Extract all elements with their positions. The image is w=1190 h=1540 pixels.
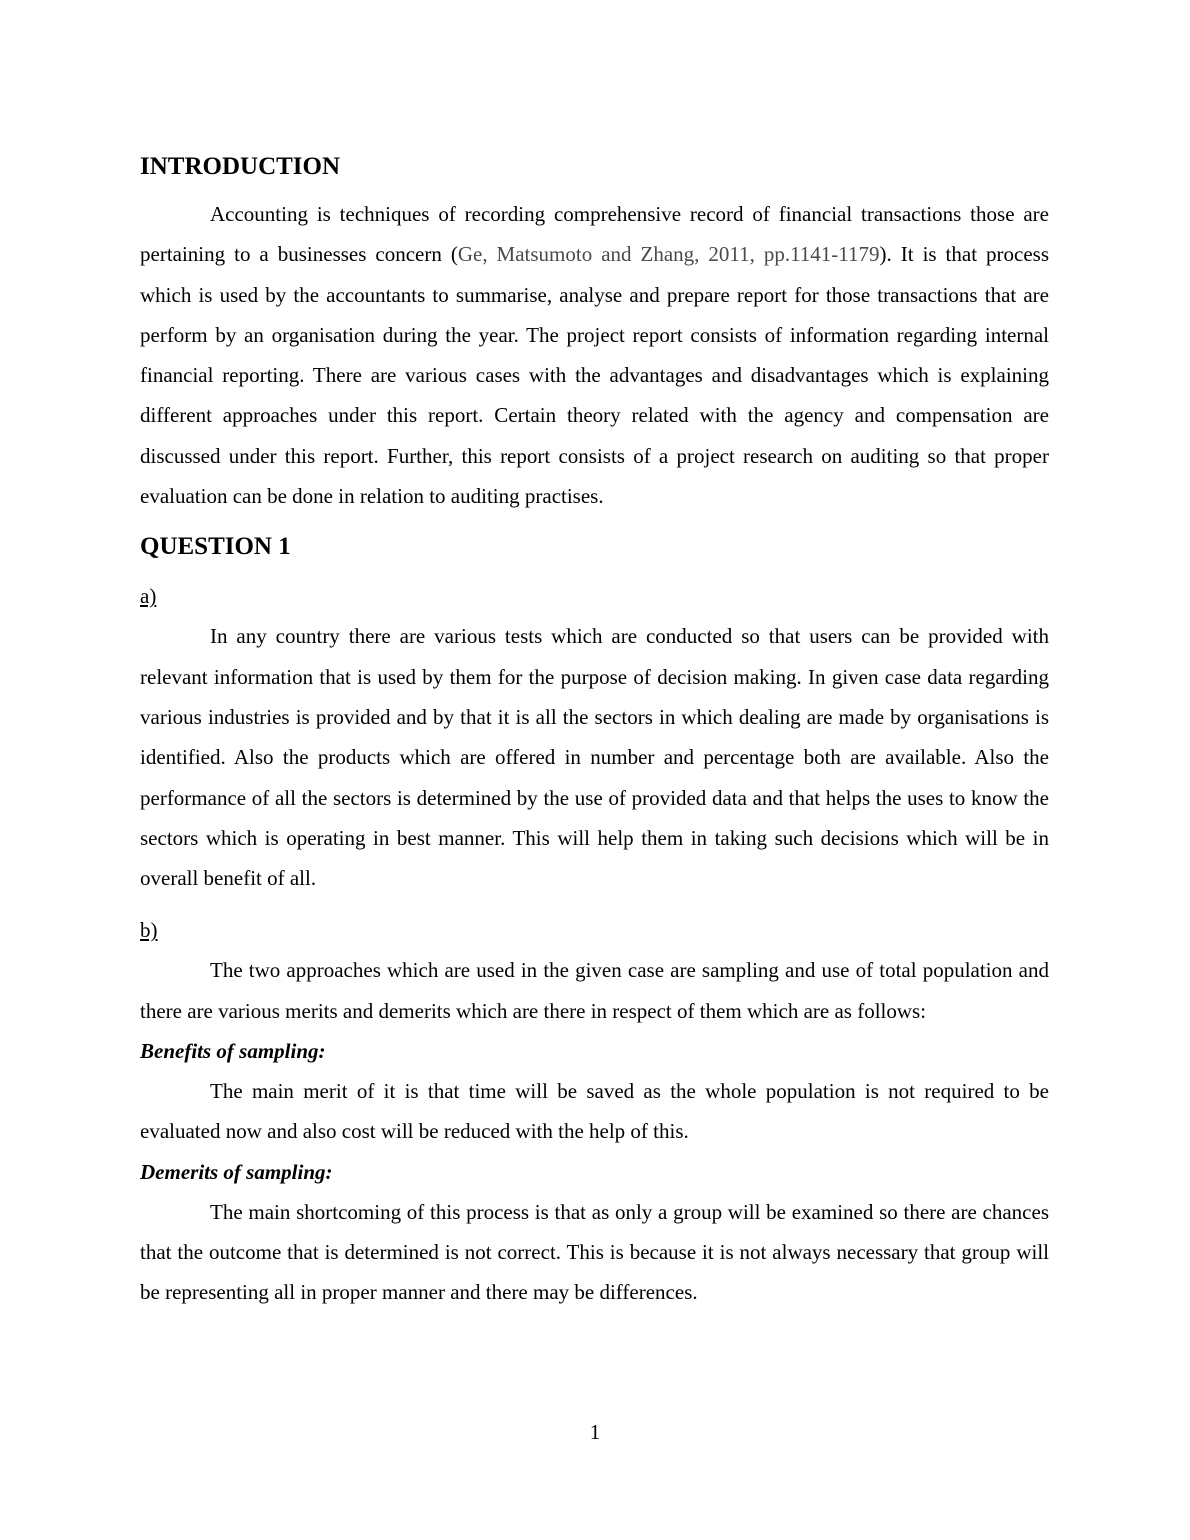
benefits-paragraph: The main merit of it is that time will be saved as the whole population is not required to be evaluated now and also cost will be reduced with the help of this. xyxy=(140,1079,1049,1144)
question-1-heading: QUESTION 1 xyxy=(140,533,291,561)
intro-paragraph xyxy=(140,194,1049,516)
part-b-paragraph: The two approaches which are used in the given case are sampling and use of total population and there are various merits and demerits which are there in respect of them which are as follows: xyxy=(140,958,1049,1023)
intro-heading: INTRODUCTION xyxy=(140,153,341,180)
intro-text-end: ). It is that process which is used by the accountants to summarise, analyse and prepare report for those transactions that are perform by an organisation during the year. The project report consists of information regarding internal financial reporting. There are various cases with the advantages and disadvantages which is explaining different approaches under this report. Certain theory related with the agency and compensation are discussed under this report. Further, this report consists of a project research on auditing so that proper evaluation can be done in relation to auditing practises. xyxy=(140,242,1050,509)
benefits-of-sampling-label: Benefits of sampling: xyxy=(140,1039,326,1064)
demerits-of-sampling-label: Demerits of sampling: xyxy=(140,1159,333,1184)
intro-citation: Ge, Matsumoto and Zhang, 2011, pp.1141-1179 xyxy=(457,242,880,267)
document-page xyxy=(140,150,1049,1313)
page-number: 1 xyxy=(589,1420,601,1444)
part-a-label: a) xyxy=(140,584,157,609)
part-b-label: b) xyxy=(140,918,158,943)
demerits-paragraph: The main shortcoming of this process is that as only a group will be examined so there are chances that the outcome that is determined is not correct. This is because it is not always necessary that group will be representing all in proper manner and there may be differences. xyxy=(140,1199,1049,1305)
part-a-paragraph: In any country there are various tests which are conducted so that users can be provided with relevant information that is used by them for the purpose of decision making. In given case data regarding various industries is provided and by that it is all the sectors in which dealing are made by organisations is identified. Also the products which are offered in number and percentage both are available. Also the performance of all the sectors is determined by the use of provided data and that helps the uses to know the sectors which is operating in best manner. This will help them in taking such decisions which will be in overall benefit of all. xyxy=(140,624,1049,891)
intro-text-start: Accounting is techniques of recording comprehensive record of financial transactions those are pertaining to a businesses concern ( xyxy=(140,202,1049,267)
